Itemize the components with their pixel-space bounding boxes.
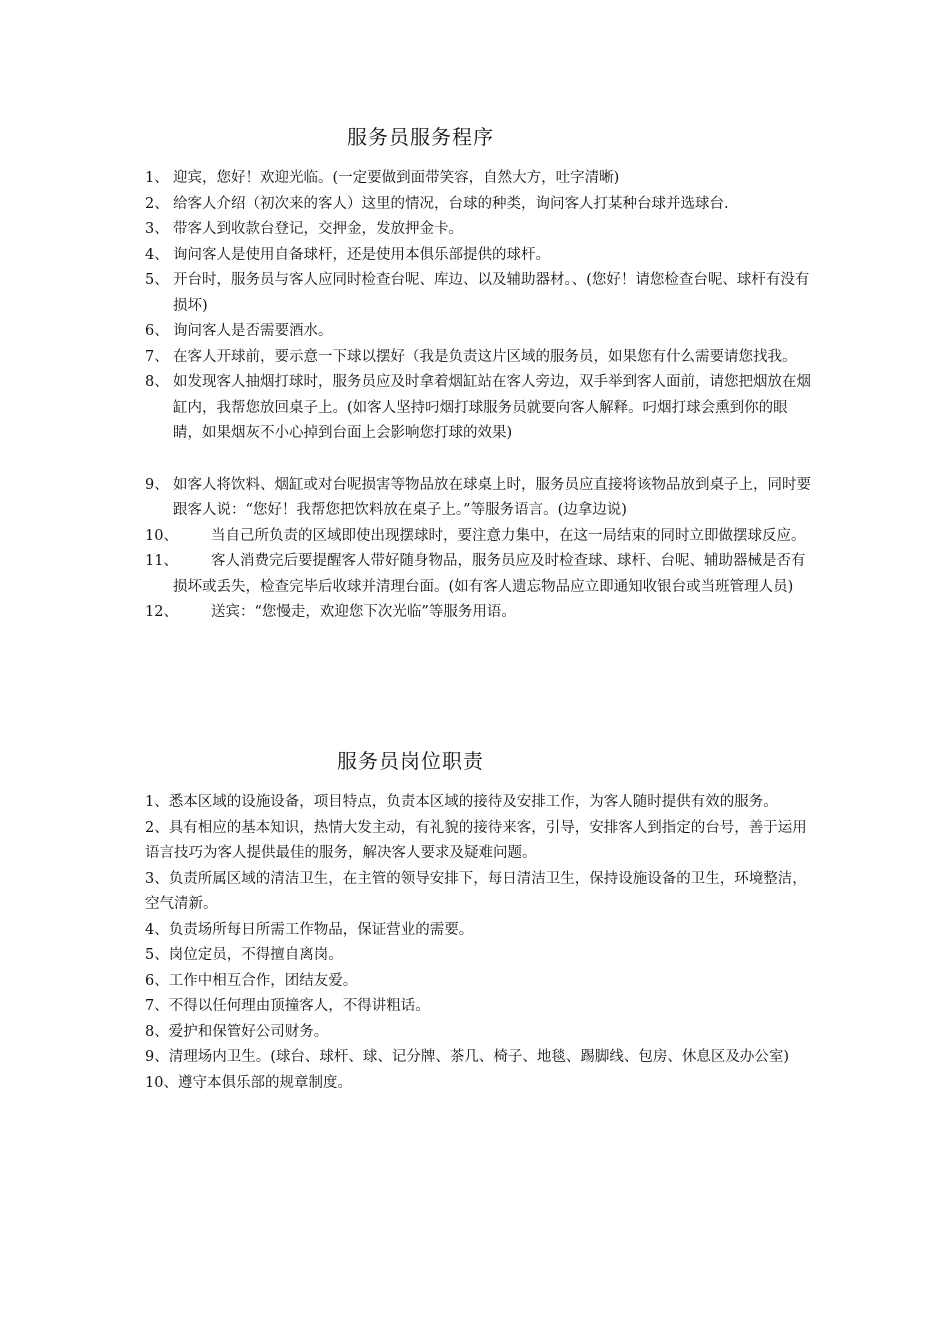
item-number: 2、: [145, 195, 169, 212]
list-item: [145, 345, 815, 371]
list-item: 6、工作中相互合作，团结友爱。: [145, 972, 358, 989]
item-text: 如客人将饮料、烟缸或对台呢损害等物品放在球桌上时，服务员应直接将该物品放到桌子上，同时要跟客人说：“您好！我帮您把饮料放在桌子上。”等服务语言。(边拿边说): [173, 476, 811, 518]
list-item: 1、悉本区域的设施设备，项目特点，负责本区域的接待及安排工作，为客人随时提供有效的服务。: [145, 794, 778, 810]
item-number: 4、: [145, 246, 169, 263]
item-text-content: 当自己所负责的区域即使出现摆球时，要注意力集中，在这一局结束的同时立即做摆球反应。: [211, 527, 806, 544]
list-item: 3、负责所属区域的清洁卫生，在主管的领导安排下，每日清洁卫生，保持设施设备的卫生，环境整洁，空气清新。: [145, 870, 807, 912]
item-number: 5、: [145, 272, 169, 288]
list-item: [145, 268, 815, 319]
list-item: [145, 192, 815, 218]
item-text: [173, 600, 815, 626]
item-text: 询问客人是使用自备球杆，还是使用本俱乐部提供的球杆。: [173, 246, 550, 263]
list-item: [145, 217, 815, 243]
item-text: [173, 549, 815, 600]
item-number: 7、: [145, 348, 169, 365]
item-text: 询问客人是否需要酒水。: [173, 323, 333, 339]
list-item: [145, 473, 815, 524]
list-item: [145, 600, 815, 626]
list-item: 8、爱护和保管好公司财务。: [145, 1023, 329, 1040]
spacer: [145, 447, 815, 473]
item-number: 6、: [145, 323, 169, 339]
item-text: 在客人开球前，要示意一下球以摆好（我是负责这片区域的服务员，如果您有什么需要请您找我。: [173, 348, 797, 365]
list-item: 5、岗位定员，不得擅自离岗。: [145, 947, 343, 963]
list-item: [145, 166, 815, 192]
list-item: 4、负责场所每日所需工作物品，保证营业的需要。: [145, 921, 474, 938]
list-item: 2、具有相应的基本知识，热情大发主动，有礼貌的接待来客，引导，安排客人到指定的台号，善于运用语言技巧为客人提供最佳的服务，解决客人要求及疑难问题。: [145, 819, 807, 861]
list-item: 7、不得以任何理由顶撞客人，不得讲粗话。: [145, 998, 430, 1014]
item-text: 如发现客人抽烟打球时，服务员应及时拿着烟缸站在客人旁边，双手举到客人面前，请您把烟放在烟缸内，我帮您放回桌子上。(如客人坚持叼烟打球服务员就要向客人解释。叼烟打球会熏到你的眼睛，如果烟灰不小心掉到台面上会影响您打球的效果): [173, 374, 811, 441]
item-number: 1、: [145, 170, 169, 186]
item-text: 迎宾，您好！欢迎光临。(一定要做到面带笑容，自然大方，吐字清晰): [173, 170, 620, 186]
section-title-service-procedure: 服务员服务程序: [347, 125, 494, 149]
item-text-content: 送宾：“您慢走，欢迎您下次光临”等服务用语。: [211, 604, 516, 620]
list-item: [145, 243, 815, 269]
item-number: 10、: [145, 527, 178, 544]
item-text: 开台时，服务员与客人应同时检查台呢、库边、以及辅助器材。、(您好！请您检查台呢、球杆有没有损坏): [173, 272, 810, 314]
list-item: [145, 549, 815, 600]
item-number: 12、: [145, 604, 178, 620]
job-duties-list: [145, 790, 810, 1096]
item-text: [173, 524, 815, 550]
item-text-content: 客人消费完后要提醒客人带好随身物品，服务员应及时检查球、球杆、台呢、辅助器械是否有损坏或丢失，检查完毕后收球并清理台面。(如有客人遗忘物品应立即通知收银台或当班管理人员): [173, 553, 806, 595]
list-item: [145, 319, 815, 345]
item-number: 9、: [145, 476, 169, 493]
service-procedure-list: [145, 166, 815, 626]
item-number: 11、: [145, 553, 178, 569]
item-number: 8、: [145, 374, 169, 390]
list-item: [145, 370, 815, 447]
item-number: 3、: [145, 221, 169, 237]
item-text: 给客人介绍（初次来的客人）这里的情况，台球的种类，询问客人打某种台球并选球台.: [173, 195, 729, 212]
list-item: [145, 524, 815, 550]
list-item: 10、遵守本俱乐部的规章制度。: [145, 1074, 352, 1091]
list-item: 9、清理场内卫生。(球台、球杆、球、记分牌、茶几、椅子、地毯、踢脚线、包房、休息区及办公室): [145, 1049, 790, 1065]
item-text: 带客人到收款台登记，交押金，发放押金卡。: [173, 221, 463, 237]
section-title-job-duties: 服务员岗位职责: [337, 749, 484, 773]
